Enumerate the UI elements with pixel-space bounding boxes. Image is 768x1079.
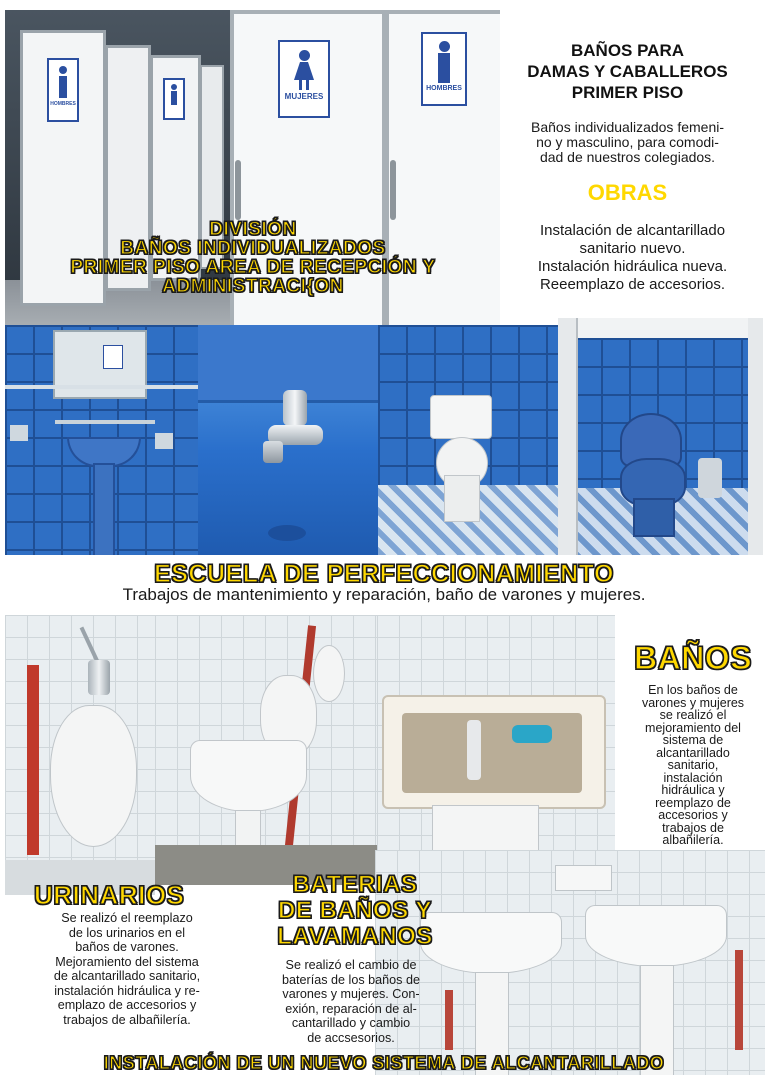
title-line: DAMAS Y CABALLEROS xyxy=(527,62,728,81)
photo-toilet-blue xyxy=(558,318,763,555)
man-icon xyxy=(171,84,177,90)
division-caption xyxy=(28,220,478,296)
top-right-title xyxy=(500,40,755,103)
obras-item: Reeemplazo de accesorios. xyxy=(539,276,726,293)
top-right-description: Baños individualizados femeni- no y masculino, para comodi- dad de nuestros colegiados. xyxy=(531,119,724,165)
division-caption-line: PRIMER PISO AREA DE RECEPCIÓN Y xyxy=(70,257,436,278)
photo-sink-urinals xyxy=(155,615,377,885)
division-caption-line: DIVISIÓN xyxy=(209,219,297,240)
hombres-sign-small: HOMBRES xyxy=(47,58,79,122)
man-icon xyxy=(439,41,450,52)
escuela-subtitle: Trabajos de mantenimiento y reparación, baño de varones y mujeres. xyxy=(122,585,646,604)
urinarios-title: URINARIOS xyxy=(34,880,185,910)
title-line: PRIMER PISO xyxy=(571,83,684,102)
photo-sink-blue xyxy=(5,325,198,555)
man-icon xyxy=(59,66,67,74)
photo-urinal xyxy=(5,615,155,895)
banos-title: BAÑOS xyxy=(633,640,753,676)
baterias-title-line: DE BAÑOS Y xyxy=(278,897,432,924)
mujeres-sign: MUJERES xyxy=(278,40,330,118)
photo-toilet-tank xyxy=(377,615,615,855)
baterias-title xyxy=(245,872,465,950)
hombres-sign-tiny xyxy=(163,78,185,120)
dress-icon xyxy=(293,62,315,92)
division-caption-line: BAÑOS INDIVIDUALIZADOS xyxy=(120,238,386,259)
banos-text: En los baños de varones y mujeres se realizó el mejoramiento del sistema de alcantarillado sanitario, instalación hidráulica y reemplazo de accesorios y trabajos de albañilería. xyxy=(641,683,745,847)
footer-banner: INSTALACIÓN DE UN NUEVO SISTEMA DE ALCANTARILLADO xyxy=(103,1053,665,1073)
escuela-title: ESCUELA DE PERFECCIONAMIENTO xyxy=(154,560,614,588)
obras-item: Instalación hidráulica nueva. xyxy=(537,258,728,275)
obras-item: sanitario nuevo. xyxy=(579,240,686,257)
photo-tap-closeup xyxy=(198,325,378,555)
obras-list xyxy=(500,222,765,294)
woman-icon xyxy=(299,50,310,61)
hombres-sign: HOMBRES xyxy=(421,32,467,106)
title-line: BAÑOS PARA xyxy=(570,41,685,60)
baterias-title-line: BATERIAS xyxy=(292,871,418,898)
division-caption-line: ADMINISTRACI{ON xyxy=(162,276,344,297)
urinarios-text: Se realizó el reemplazo de los urinarios en el baños de varones. Mejoramiento del sistema de alcantarillado sanitario, instalación hidráulica y re- emplazo de accesorios y trabajos de albañilería. xyxy=(53,911,201,1027)
obras-item: Instalación de alcantarillado xyxy=(539,222,726,239)
photo-toilet-white xyxy=(378,325,558,555)
baterias-text: Se realizó el cambio de baterías de los baños de varones y mujeres. Con- exión, reparación de al- cantarillado y cambio de accsesorios. xyxy=(282,958,420,1045)
obras-title: OBRAS xyxy=(587,180,668,205)
baterias-title-line: LAVAMANOS xyxy=(277,923,433,950)
